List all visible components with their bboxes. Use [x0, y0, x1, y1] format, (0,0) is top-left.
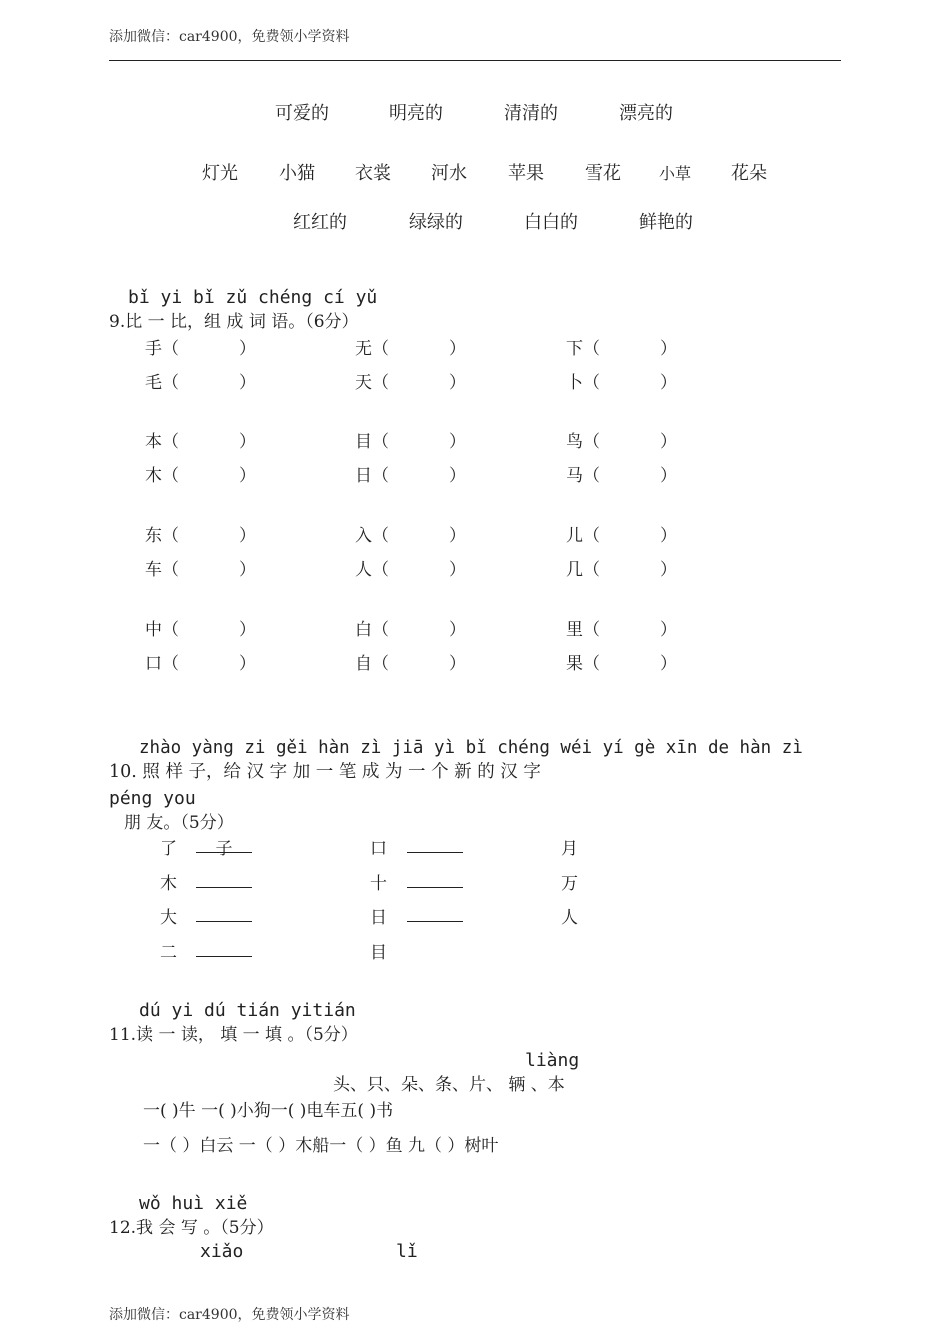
q9-close: ）: [239, 620, 256, 640]
q10-answer-blank[interactable]: [196, 869, 252, 888]
adjective-word: 红红的: [293, 212, 347, 233]
q9-char-open: 本（: [145, 432, 179, 452]
adjective-word: 鲜艳的: [639, 212, 693, 233]
q9-char-open: 天（: [355, 373, 389, 393]
q10-base-char: 人: [561, 908, 578, 928]
q9-close: ）: [239, 339, 256, 359]
q9-char-open: 口（: [145, 654, 179, 674]
q9-char-open: 手（: [145, 339, 179, 359]
q11-line-1: 一( )牛 一( )小狗一( )电车五( )书: [143, 1101, 394, 1121]
q10-answer-blank[interactable]: [407, 834, 463, 853]
q9-close: ）: [239, 654, 256, 674]
q9-close: ）: [449, 339, 466, 359]
q10-title: 10. 照 样 子，给 汉 字 加 一 笔 成 为 一 个 新 的 汉 字: [109, 762, 541, 782]
q9-close: ）: [660, 466, 677, 486]
q10-base-char: 目: [370, 943, 387, 963]
q9-char-open: 东（: [145, 526, 179, 546]
q10-base-char: 日: [370, 908, 387, 928]
adjective-word: 明亮的: [389, 103, 443, 124]
q10-answer-blank[interactable]: [407, 903, 463, 922]
q12-title: 12.我 会 写 。（5分）: [109, 1218, 274, 1238]
q9-close: ）: [449, 620, 466, 640]
adjective-word: 白白的: [524, 212, 578, 233]
q10-base-char: 大: [160, 908, 177, 928]
q9-pinyin: bǐ yi bǐ zǔ chéng cí yǔ: [128, 287, 378, 308]
q9-close: ）: [660, 560, 677, 580]
q9-close: ）: [660, 373, 677, 393]
q10-title-2: 朋 友。（5分）: [124, 813, 234, 833]
q10-base-char: 十: [370, 874, 387, 894]
noun-word: 小草: [659, 164, 692, 183]
q9-char-open: 人（: [355, 560, 389, 580]
q9-close: ）: [449, 373, 466, 393]
q9-char-open: 车（: [145, 560, 179, 580]
adjective-word: 绿绿的: [409, 212, 463, 233]
q9-char-open: 下（: [566, 339, 600, 359]
q9-char-open: 自（: [355, 654, 389, 674]
q11-pinyin: dú yi dú tián yitián: [139, 1000, 356, 1021]
q9-title: 9.比 一 比，组 成 词 语。（6分）: [109, 312, 359, 332]
q9-close: ）: [239, 373, 256, 393]
adjective-word: 可爱的: [275, 103, 329, 124]
q9-close: ）: [660, 339, 677, 359]
q10-base-char: 月: [561, 839, 578, 859]
noun-word: 雪花: [585, 163, 621, 184]
q10-base-char: 二: [160, 943, 177, 963]
q11-word-bank: 头、只、朵、条、片、 辆 、本: [333, 1075, 565, 1095]
q9-char-open: 毛（: [145, 373, 179, 393]
q9-close: ）: [660, 654, 677, 674]
q9-char-open: 儿（: [566, 526, 600, 546]
noun-word: 苹果: [508, 163, 544, 184]
q10-pinyin-2: péng you: [109, 788, 196, 809]
q9-close: ）: [449, 654, 466, 674]
adjective-word: 漂亮的: [619, 103, 673, 124]
q10-base-char: 口: [370, 839, 387, 859]
q9-close: ）: [449, 466, 466, 486]
q10-base-char: 万: [561, 874, 578, 894]
q9-close: ）: [239, 466, 256, 486]
q9-close: ）: [449, 560, 466, 580]
q12-hint-pinyin: xiǎo: [200, 1241, 244, 1262]
q10-answer-blank[interactable]: [196, 903, 252, 922]
q10-base-char: 了: [160, 839, 177, 859]
q11-word-pinyin: liàng: [525, 1050, 580, 1071]
noun-word: 灯光: [202, 163, 238, 184]
q10-answer-blank[interactable]: [196, 938, 252, 957]
q9-char-open: 鸟（: [566, 432, 600, 452]
q9-char-open: 中（: [145, 620, 179, 640]
q9-char-open: 马（: [566, 466, 600, 486]
q12-hint-pinyin: lǐ: [396, 1241, 418, 1262]
footer-note: 添加微信：car4900，免费领小学资料: [109, 1307, 350, 1323]
q9-close: ）: [449, 526, 466, 546]
q9-char-open: 无（: [355, 339, 389, 359]
q9-char-open: 目（: [355, 432, 389, 452]
q9-close: ）: [660, 432, 677, 452]
q10-answer-blank[interactable]: 子: [196, 834, 252, 853]
header-rule: [109, 60, 841, 61]
q10-answer-blank[interactable]: [407, 869, 463, 888]
header-note: 添加微信：car4900，免费领小学资料: [109, 29, 350, 45]
adjective-word: 清清的: [504, 103, 558, 124]
noun-word: 小猫: [279, 163, 315, 184]
q9-char-open: 里（: [566, 620, 600, 640]
q9-char-open: 木（: [145, 466, 179, 486]
q9-char-open: 几（: [566, 560, 600, 580]
noun-word: 花朵: [731, 163, 767, 184]
q9-close: ）: [239, 560, 256, 580]
q10-base-char: 木: [160, 874, 177, 894]
q12-pinyin: wǒ huì xiě: [139, 1193, 248, 1214]
q9-char-open: 日（: [355, 466, 389, 486]
noun-word: 衣裳: [355, 163, 391, 184]
noun-word: 河水: [431, 163, 467, 184]
q11-line-2: 一（ ）白云 一（ ）木船一（ ）鱼 九（ ）树叶: [143, 1136, 499, 1156]
q9-char-open: 入（: [355, 526, 389, 546]
q9-char-open: 果（: [566, 654, 600, 674]
q11-title: 11.读 一 读， 填 一 填 。（5分）: [109, 1025, 358, 1045]
q9-char-open: 白（: [355, 620, 389, 640]
q9-close: ）: [449, 432, 466, 452]
q9-close: ）: [239, 526, 256, 546]
q9-close: ）: [660, 526, 677, 546]
q9-close: ）: [239, 432, 256, 452]
q10-pinyin: zhào yàng zi gěi hàn zì jiā yì bǐ chéng wéi yí gè xīn de hàn zì: [139, 738, 803, 758]
q9-close: ）: [660, 620, 677, 640]
q9-char-open: 卜（: [566, 373, 600, 393]
